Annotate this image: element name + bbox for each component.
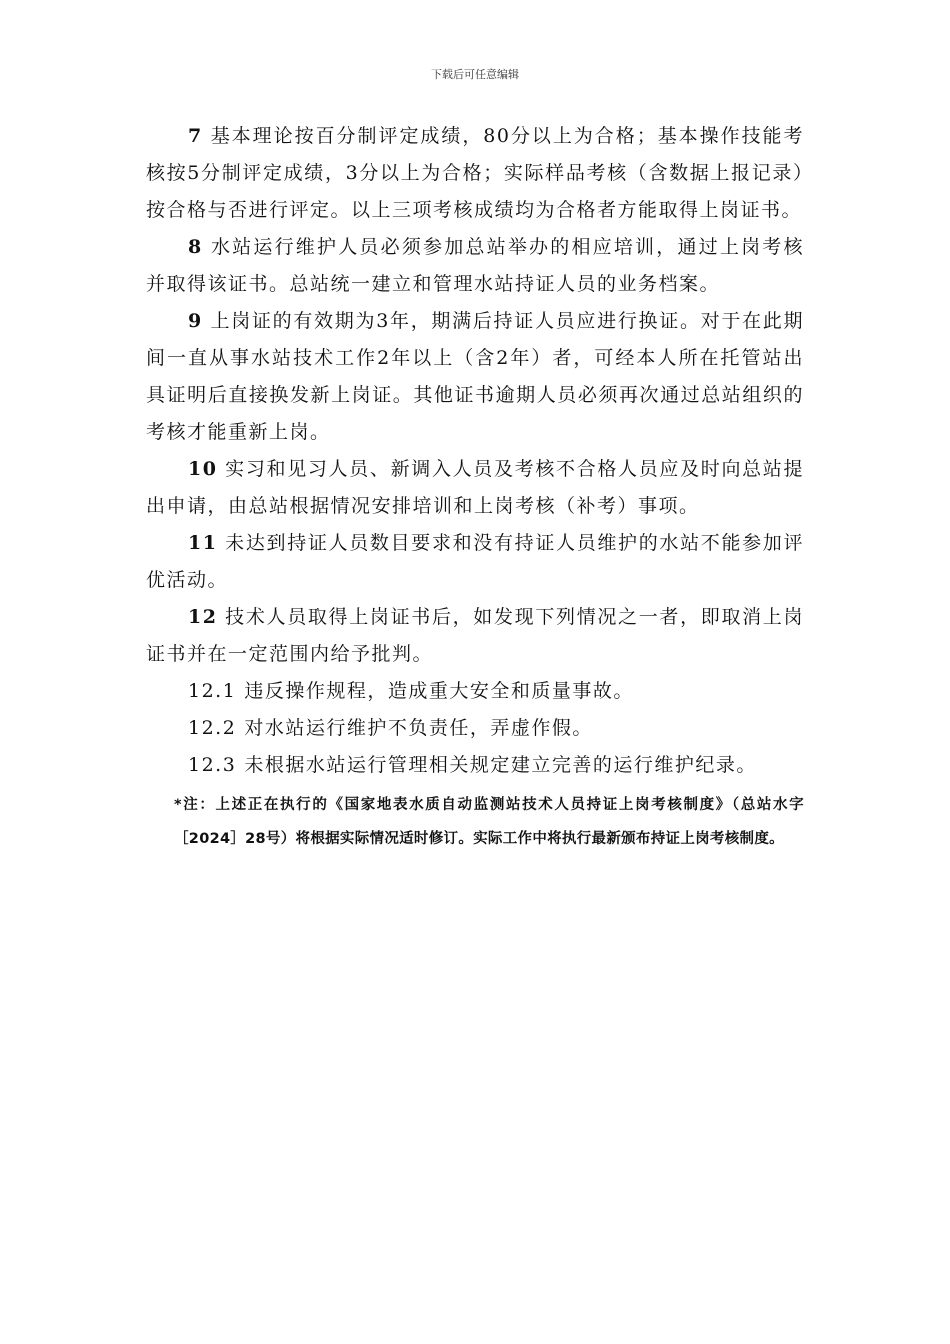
clause-text: 实习和见习人员、新调入人员及考核不合格人员应及时向总站提出申请，由总站根据情况安排培训和上岗考核（补考）事项。 xyxy=(146,458,804,517)
subclause-12-3 xyxy=(146,747,804,784)
subclause-12-1 xyxy=(146,673,804,710)
clause-10 xyxy=(146,451,804,525)
footnote-text: *注：上述正在执行的《国家地表水质自动监测站技术人员持证上岗考核制度》（总站水字［2024］28号）将根据实际情况适时修订。实际工作中将执行最新颁布持证上岗考核制度。 xyxy=(174,797,804,847)
page-header: 下载后可任意编辑 xyxy=(431,68,519,81)
clause-text: 上岗证的有效期为3年，期满后持证人员应进行换证。对于在此期间一直从事水站技术工作2年以上（含2年）者，可经本人所在托管站出具证明后直接换发新上岗证。其他证书逾期人员必须再次通过总站组织的考核才能重新上岗。 xyxy=(146,310,805,443)
clause-number: 10 xyxy=(188,458,218,480)
subclause-12-2 xyxy=(146,710,804,747)
clause-9 xyxy=(146,303,804,451)
clause-number: 8 xyxy=(188,236,203,258)
subclause-number: 12.2 xyxy=(188,717,237,739)
clause-text: 未达到持证人员数目要求和没有持证人员维护的水站不能参加评优活动。 xyxy=(146,532,804,591)
clause-number: 11 xyxy=(188,532,218,554)
clause-8 xyxy=(146,229,804,303)
subclause-text: 未根据水站运行管理相关规定建立完善的运行维护纪录。 xyxy=(244,754,757,776)
document-body xyxy=(146,118,804,856)
subclause-text: 违反操作规程，造成重大安全和质量事故。 xyxy=(244,680,634,702)
clause-number: 7 xyxy=(188,125,203,147)
subclause-number: 12.3 xyxy=(188,754,237,776)
clause-11 xyxy=(146,525,804,599)
clause-text: 技术人员取得上岗证书后，如发现下列情况之一者，即取消上岗证书并在一定范围内给予批判。 xyxy=(146,606,804,665)
clause-number: 12 xyxy=(188,606,218,628)
clause-12 xyxy=(146,599,804,673)
subclause-text: 对水站运行维护不负责任，弄虚作假。 xyxy=(244,717,593,739)
clause-7 xyxy=(146,118,804,229)
clause-text: 水站运行维护人员必须参加总站举办的相应培训，通过上岗考核并取得该证书。总站统一建立和管理水站持证人员的业务档案。 xyxy=(146,236,804,295)
footnote xyxy=(146,788,804,856)
subclause-number: 12.1 xyxy=(188,680,237,702)
clause-number: 9 xyxy=(188,310,203,332)
clause-text: 基本理论按百分制评定成绩，80分以上为合格；基本操作技能考核按5分制评定成绩，3分以上为合格；实际样品考核（含数据上报记录）按合格与否进行评定。以上三项考核成绩均为合格者方能取得上岗证书。 xyxy=(146,125,804,221)
